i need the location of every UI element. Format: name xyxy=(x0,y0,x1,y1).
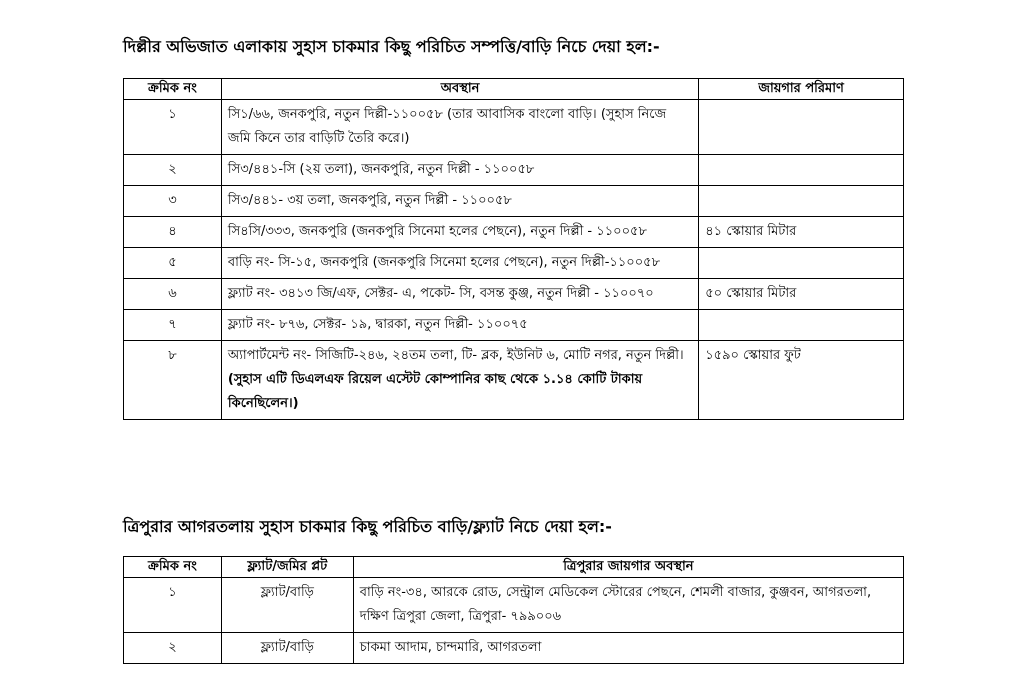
delhi-properties-table xyxy=(123,78,904,420)
section2-heading: ত্রিপুরার আগরতলায় সুহাস চাকমার কিছু পরিচিত বাড়ি/ফ্ল্যাট নিচে দেয়া হল:- xyxy=(123,517,612,536)
serial-cell: ৫ xyxy=(124,248,222,279)
table-row xyxy=(124,186,904,217)
purchase-note: (সুহাস এটি ডিএলএফ রিয়েল এস্টেট কোম্পানির কাছ থেকে ১.১৪ কোটি টাকায় কিনেছিলেন।) xyxy=(227,372,643,411)
table-row xyxy=(124,100,904,155)
header-serial: ক্রমিক নং xyxy=(124,557,222,578)
table-row xyxy=(124,217,904,248)
location-cell: বাড়ি নং- সি-১৫, জনকপুরি (জনকপুরি সিনেমা হলের পেছনে), নতুন দিল্লী-১১০০৫৮ xyxy=(221,248,698,279)
serial-cell: ৩ xyxy=(124,186,222,217)
plot-type-cell: ফ্ল্যাট/বাড়ি xyxy=(221,633,353,664)
serial-cell: ৪ xyxy=(124,217,222,248)
area-cell: ৪১ স্কোয়ার মিটার xyxy=(699,217,904,248)
table-row xyxy=(124,310,904,341)
location-cell: সি৩/৪৪১-সি (২য় তলা), জনকপুরি, নতুন দিল্লী - ১১০০৫৮ xyxy=(221,155,698,186)
serial-cell: ১ xyxy=(124,578,222,633)
location-cell: ফ্ল্যাট নং- ৮৭৬, সেক্টর- ১৯, দ্বারকা, নতুন দিল্লী- ১১০০৭৫ xyxy=(221,310,698,341)
table-row xyxy=(124,341,904,420)
serial-cell: ২ xyxy=(124,155,222,186)
plot-type-cell: ফ্ল্যাট/বাড়ি xyxy=(221,578,353,633)
serial-cell: ৬ xyxy=(124,279,222,310)
serial-cell: ২ xyxy=(124,633,222,664)
area-cell xyxy=(699,248,904,279)
serial-cell: ১ xyxy=(124,100,222,155)
table-row xyxy=(124,155,904,186)
area-cell xyxy=(699,310,904,341)
header-location: অবস্থান xyxy=(221,79,698,100)
header-area: জায়গার পরিমাণ xyxy=(699,79,904,100)
location-cell: ফ্ল্যাট নং- ৩৪১৩ জি/এফ, সেক্টর- এ, পকেট- সি, বসন্ত কুঞ্জ, নতুন দিল্লী - ১১০০৭০ xyxy=(221,279,698,310)
location-cell: বাড়ি নং-৩৪, আরকে রোড, সেন্ট্রাল মেডিকেল স্টোরের পেছনে, শেমলী বাজার, কুঞ্জবন, আগরতলা, দক্ষিণ ত্রিপুরা জেলা, ত্রিপুরা- ৭৯৯০০৬ xyxy=(353,578,903,633)
section1-heading: দিল্লীর অভিজাত এলাকায় সুহাস চাকমার কিছু পরিচিত সম্পত্তি/বাড়ি নিচে দেয়া হল:- xyxy=(123,37,660,56)
serial-cell: ৮ xyxy=(124,341,222,420)
location-cell: সি৪সি/৩৩৩, জনকপুরি (জনকপুরি সিনেমা হলের পেছনে), নতুন দিল্লী - ১১০০৫৮ xyxy=(221,217,698,248)
table-header-row xyxy=(124,79,904,100)
area-cell xyxy=(699,186,904,217)
table-row xyxy=(124,279,904,310)
location-cell: সি৩/৪৪১- ৩য় তলা, জনকপুরি, নতুন দিল্লী - ১১০০৫৮ xyxy=(221,186,698,217)
table-header-row xyxy=(124,557,904,578)
agartala-properties-table xyxy=(123,556,904,664)
area-cell xyxy=(699,100,904,155)
area-cell: ৫০ স্কোয়ার মিটার xyxy=(699,279,904,310)
area-cell xyxy=(699,155,904,186)
header-location: ত্রিপুরার জায়গার অবস্থান xyxy=(353,557,903,578)
table-row xyxy=(124,248,904,279)
serial-cell: ৭ xyxy=(124,310,222,341)
location-cell: সি১/৬৬, জনকপুরি, নতুন দিল্লী-১১০০৫৮ (তার আবাসিক বাংলো বাড়ি। (সুহাস নিজে জমি কিনে তার বাড়িটি তৈরি করে।) xyxy=(221,100,698,155)
header-plot-type: ফ্ল্যাট/জমির প্লট xyxy=(221,557,353,578)
table-row xyxy=(124,578,904,633)
location-text: অ্যাপার্টমেন্ট নং- সিজিটি-২৪৬, ২৪তম তলা, টি- ব্লক, ইউনিট ৬, মোটি নগর, নতুন দিল্লী। xyxy=(227,348,684,363)
table-row xyxy=(124,633,904,664)
location-cell: চাকমা আদাম, চান্দমারি, আগরতলা xyxy=(353,633,903,664)
location-cell xyxy=(221,341,698,420)
header-serial: ক্রমিক নং xyxy=(124,79,222,100)
area-cell: ১৫৯০ স্কোয়ার ফুট xyxy=(699,341,904,420)
